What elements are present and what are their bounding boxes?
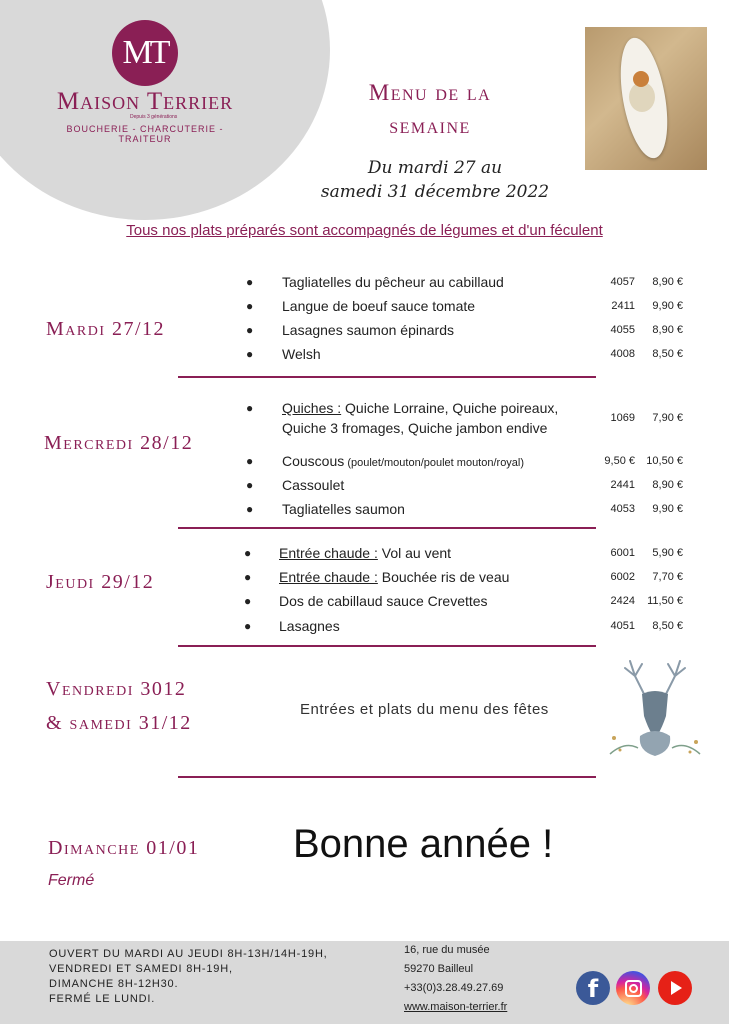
dish-photo: [585, 27, 707, 170]
menu-title: [330, 76, 530, 142]
dish-name: Vol au vent: [377, 545, 452, 561]
dish-code: 4053: [610, 503, 635, 515]
logo-subtitle: BOUCHERIE - CHARCUTERIE - TRAITEUR: [66, 124, 224, 144]
menu-title-line2: semaine: [389, 113, 471, 138]
dish-price: 9,90 €: [652, 300, 683, 312]
section-divider: [178, 776, 596, 778]
day-label-mardi: Mardi 27/12: [46, 318, 166, 340]
quiches-line2: Quiche 3 fromages, Quiche jambon endive: [282, 420, 548, 436]
hours-line: FERMÉ LE LUNDI.: [49, 993, 156, 1005]
menu-item: ● Tagliatelles saumon 4053 9,90 €: [0, 497, 729, 521]
dish-code: 4055: [610, 324, 635, 336]
dish-name: Welsh: [282, 346, 321, 362]
dates-line1: Du mardi 27 au: [367, 158, 503, 178]
hours-line: OUVERT DU MARDI AU JEUDI 8H-13H/14H-19H,: [49, 948, 328, 960]
section-divider: [178, 376, 596, 378]
dish-detail: (poulet/mouton/poulet mouton/royal): [344, 457, 525, 469]
instagram-icon[interactable]: [616, 971, 650, 1005]
day-label-jeudi: Jeudi 29/12: [46, 571, 155, 593]
dish-price: 5,90 €: [652, 547, 683, 559]
dish-name: Lasagnes: [279, 618, 340, 634]
quiches-label: Quiches :: [282, 400, 342, 416]
menu-item-couscous: ● Couscous (poulet/mouton/poulet mouton/royal) 9,50 € 10,50 €: [0, 449, 729, 473]
dish-code: 9,50 €: [604, 455, 635, 467]
menu-dates: [300, 156, 570, 204]
address-street: 16, rue du musée: [404, 944, 490, 956]
phone-number: +33(0)3.28.49.27.69: [404, 982, 504, 994]
dish-price: 8,90 €: [652, 324, 683, 336]
section-divider: [178, 645, 596, 647]
closed-label: Fermé: [48, 872, 95, 889]
dish-name: Bouchée ris de veau: [377, 569, 510, 585]
logo-since: Depuis 3 générations: [130, 114, 178, 120]
dish-price: 7,90 €: [652, 412, 683, 424]
dish-price: 9,90 €: [652, 503, 683, 515]
footer: [0, 941, 729, 1024]
dish-code: 2411: [611, 300, 635, 312]
dish-name: Lasagnes saumon épinards: [282, 322, 455, 338]
dish-price: 8,90 €: [652, 276, 683, 288]
menu-item: ● Welsh 4008 8,50 €: [0, 342, 729, 366]
day-label-dimanche: Dimanche 01/01: [48, 837, 200, 859]
dates-line2: samedi 31 décembre 2022: [320, 182, 550, 202]
menu-item-quiches: ● Quiches : Quiche Lorraine, Quiche poireaux, Quiche 3 fromages, Quiche jambon endive 1069 7,90 €: [0, 396, 729, 440]
logo-name: Maison Terrier: [56, 88, 234, 115]
menu-item: ● Dos de cabillaud sauce Crevettes 2424 11,50 €: [0, 589, 729, 613]
menu-item: ● Tagliatelles du pêcheur au cabillaud 4057 8,90 €: [0, 270, 729, 294]
hours-line: DIMANCHE 8H-12H30.: [49, 978, 179, 990]
dish-name: Tagliatelles saumon: [282, 501, 405, 517]
day-label-mercredi: Mercredi 28/12: [44, 432, 194, 454]
dish-code: 2424: [610, 595, 635, 607]
dish-code: 4057: [610, 276, 635, 288]
address-city: 59270 Bailleul: [404, 963, 474, 975]
dish-code: 4008: [610, 348, 635, 360]
menu-item: ● Lasagnes 4051 8,50 €: [0, 614, 729, 638]
dish-price: 8,50 €: [652, 620, 683, 632]
logo: [40, 20, 250, 144]
dish-price: 11,50 €: [647, 595, 683, 607]
day-label-samedi: & samedi 31/12: [46, 712, 192, 734]
entree-label: Entrée chaude :: [279, 545, 378, 561]
menu-title-line1: Menu de la: [368, 80, 492, 105]
menu-item: ● Lasagnes saumon épinards 4055 8,90 €: [0, 318, 729, 342]
hours-line: VENDREDI ET SAMEDI 8H-19H,: [49, 963, 233, 975]
deer-illustration: [600, 656, 710, 761]
menu-item: ● Entrée chaude : Bouchée ris de veau 6002 7,70 €: [0, 565, 729, 589]
dish-code: 6002: [610, 571, 635, 583]
dish-price: 10,50 €: [646, 455, 683, 467]
quiches-line1: Quiche Lorraine, Quiche poireaux,: [341, 400, 559, 416]
day-label-vendredi: Vendredi 3012: [46, 678, 187, 700]
dish-code: 1069: [610, 412, 635, 424]
dish-code: 6001: [610, 547, 635, 559]
address: [404, 941, 507, 1017]
opening-hours: [49, 947, 328, 1007]
fetes-text: Entrées et plats du menu des fêtes: [300, 701, 549, 718]
dish-name: Tagliatelles du pêcheur au cabillaud: [282, 274, 504, 290]
dish-name: Cassoulet: [282, 477, 345, 493]
dish-price: 8,50 €: [652, 348, 683, 360]
dish-name: Langue de boeuf sauce tomate: [282, 298, 476, 314]
dish-name: Couscous: [282, 453, 345, 469]
logo-monogram: MT: [112, 20, 178, 86]
intro-text: Tous nos plats préparés sont accompagnés de légumes et d'un féculent: [126, 222, 603, 239]
menu-item: ● Langue de boeuf sauce tomate 2411 9,90 €: [0, 294, 729, 318]
facebook-icon[interactable]: f: [576, 971, 610, 1005]
menu-item: ● Entrée chaude : Vol au vent 6001 5,90 €: [0, 541, 729, 565]
dish-code: 4051: [610, 620, 635, 632]
greeting-text: Bonne année !: [293, 822, 554, 866]
dish-price: 7,70 €: [652, 571, 683, 583]
dish-price: 8,90 €: [652, 479, 683, 491]
menu-item: ● Cassoulet 2441 8,90 €: [0, 473, 729, 497]
website-link[interactable]: www.maison-terrier.fr: [404, 1001, 508, 1013]
section-divider: [178, 527, 596, 529]
entree-label: Entrée chaude :: [279, 569, 378, 585]
dish-code: 2441: [610, 479, 635, 491]
youtube-icon[interactable]: [658, 971, 692, 1005]
dish-name: Dos de cabillaud sauce Crevettes: [279, 593, 488, 609]
